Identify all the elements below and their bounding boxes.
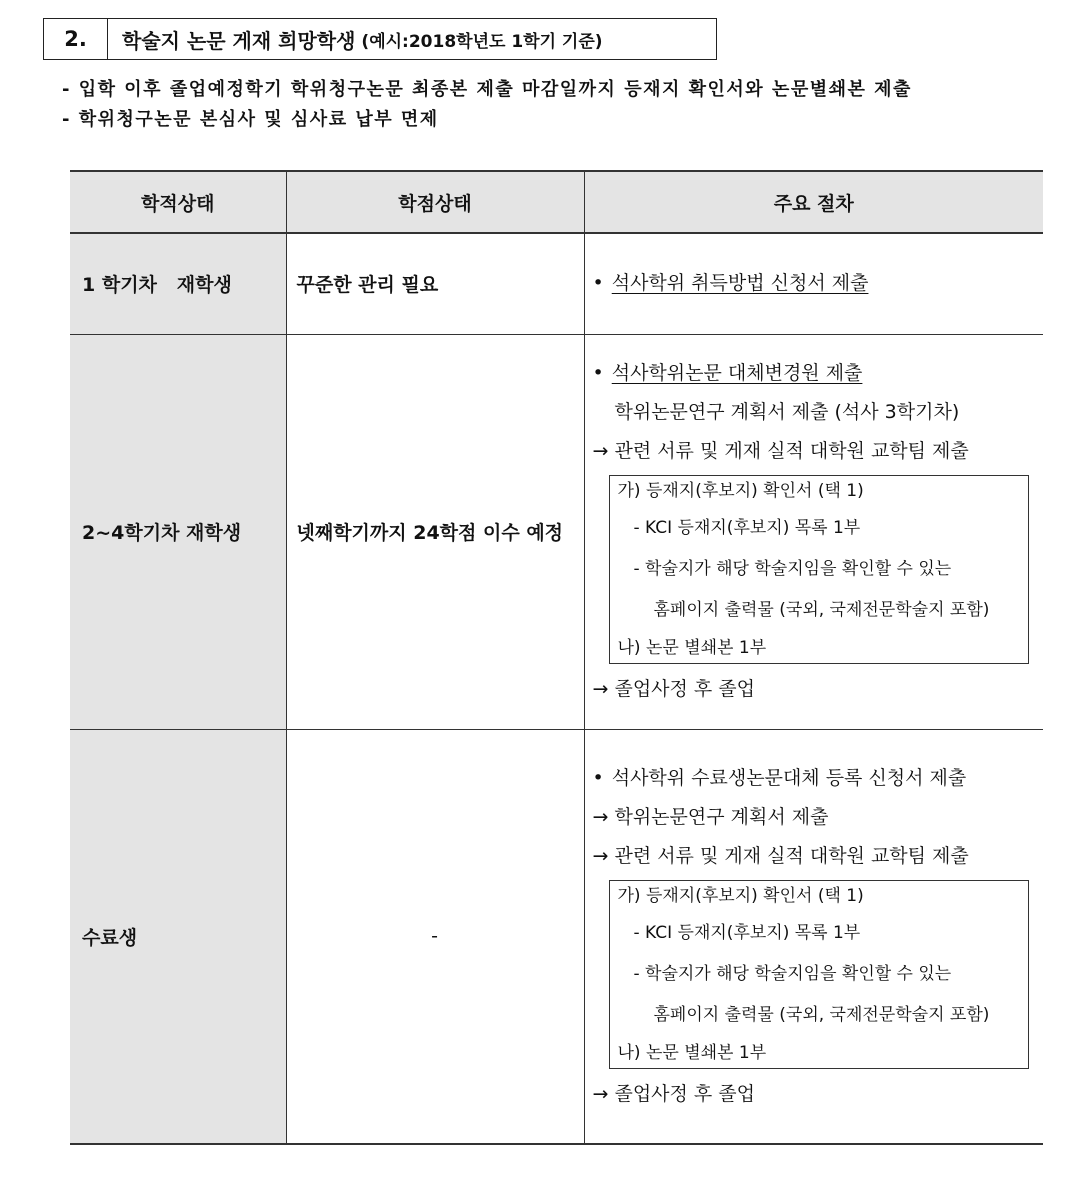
table-row <box>70 233 1043 334</box>
credit-cell: 꾸준한 관리 필요 <box>286 233 584 334</box>
table-row <box>70 729 1043 1144</box>
credit-cell: - <box>286 729 584 1144</box>
procedure-form-name: 석사학위 수료생논문대체 등록 신청서 제출 <box>611 766 967 789</box>
status-cell: 2~4학기차 재학생 <box>70 334 286 729</box>
procedure-cell <box>584 233 1043 334</box>
procedure-line: → 학위논문연구 계획서 제출 <box>592 805 829 828</box>
required-documents-box <box>609 475 1029 664</box>
procedure-line <box>593 759 1036 798</box>
procedure-form-name: 석사학위논문 대체변경원 제출 <box>611 362 863 384</box>
section-title: 학술지 논문 게재 희망학생 <box>122 28 356 53</box>
header-credit-status: 학점상태 <box>286 171 584 233</box>
doc-item: - KCI 등재지(후보지) 목록 1부 <box>633 518 861 538</box>
section-title-box <box>43 18 717 60</box>
procedure-line <box>593 264 1036 303</box>
doc-item: 가) 등재지(후보지) 확인서 (택 1) <box>617 481 864 501</box>
procedure-line: 학위논문연구 계획서 제출 (석사 3학기차) <box>614 401 960 423</box>
status-cell: 1 학기차 재학생 <box>70 233 286 334</box>
bullet-icon: • <box>592 362 604 384</box>
procedure-table <box>70 170 1043 1145</box>
note-item: - 학위청구논문 본심사 및 심사료 납부 면제 <box>62 109 439 130</box>
doc-item: 홈페이지 출력물 (국외, 국제전문학술지 포함) <box>653 600 990 620</box>
doc-item: - KCI 등재지(후보지) 목록 1부 <box>633 922 861 943</box>
notes-list <box>62 75 912 135</box>
procedure-cell <box>584 334 1043 729</box>
bullet-icon: • <box>592 272 604 295</box>
procedure-final-line: → 졸업사정 후 졸업 <box>592 678 756 700</box>
table-row <box>70 334 1043 729</box>
section-number: 2. <box>44 19 108 59</box>
procedure-line: → 관련 서류 및 게재 실적 대학원 교학팀 제출 <box>592 440 969 462</box>
table-header-row <box>70 171 1043 233</box>
procedure-cell <box>584 729 1043 1144</box>
procedure-line <box>593 354 1036 393</box>
header-main-procedure: 주요 절차 <box>584 171 1043 233</box>
header-enrollment-status: 학적상태 <box>70 171 286 233</box>
required-documents-box <box>609 880 1029 1069</box>
doc-item: 나) 논문 별쇄본 1부 <box>617 1042 767 1063</box>
doc-item: - 학술지가 해당 학술지임을 확인할 수 있는 <box>633 963 952 984</box>
doc-item: 홈페이지 출력물 (국외, 국제전문학술지 포함) <box>653 1004 990 1025</box>
note-item: - 입학 이후 졸업예정학기 학위청구논문 최종본 제출 마감일까지 등재지 확인서와 논문별쇄본 제출 <box>62 79 912 100</box>
credit-cell: 넷째학기까지 24학점 이수 예정 <box>286 334 584 729</box>
section-subtitle: (예시:2018학년도 1학기 기준) <box>361 31 603 52</box>
status-cell: 수료생 <box>70 729 286 1144</box>
doc-item: 가) 등재지(후보지) 확인서 (택 1) <box>617 885 864 906</box>
doc-item: 나) 논문 별쇄본 1부 <box>617 638 767 658</box>
procedure-line: → 관련 서류 및 게재 실적 대학원 교학팀 제출 <box>592 844 969 867</box>
procedure-final-line: → 졸업사정 후 졸업 <box>592 1082 756 1105</box>
section-heading <box>108 19 603 59</box>
bullet-icon: • <box>592 766 604 789</box>
procedure-form-name: 석사학위 취득방법 신청서 제출 <box>611 272 869 295</box>
doc-item: - 학술지가 해당 학술지임을 확인할 수 있는 <box>633 559 952 579</box>
